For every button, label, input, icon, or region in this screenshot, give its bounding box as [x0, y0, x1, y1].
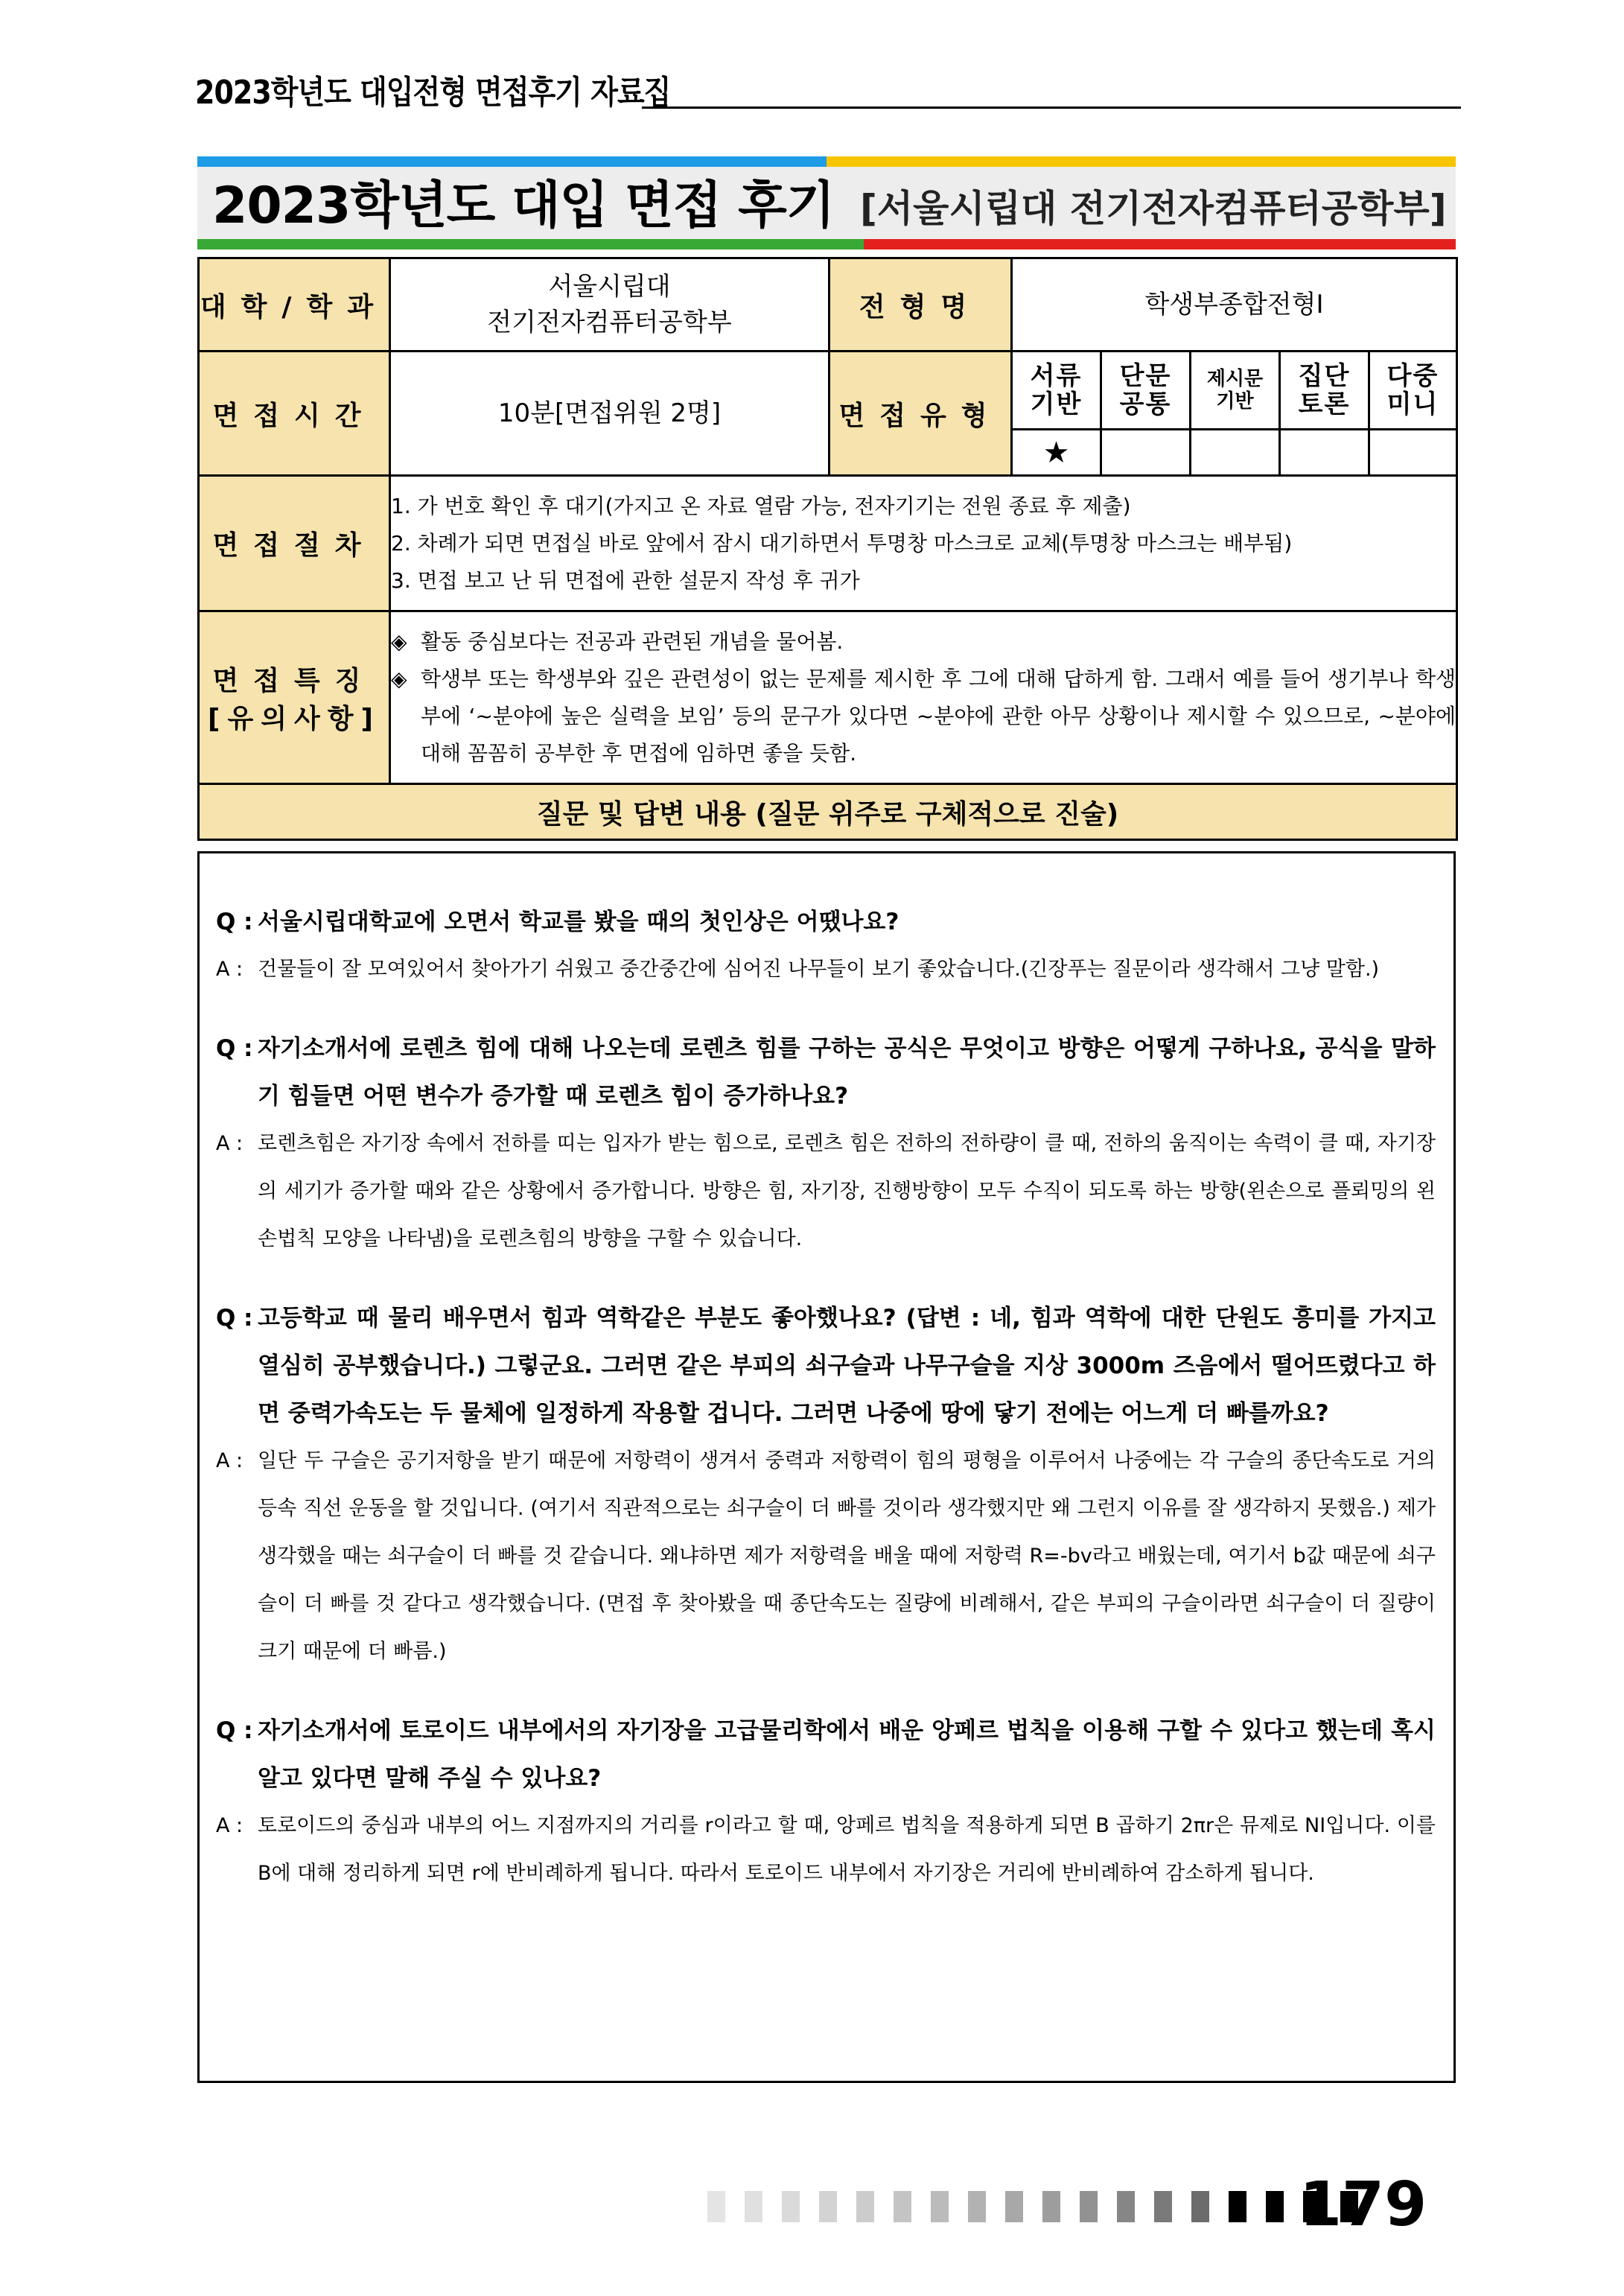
footer-square [968, 2191, 986, 2222]
qa-item [216, 1707, 1436, 1898]
question-prefix: Q : [216, 1717, 253, 1744]
title-bar-blue [197, 156, 827, 167]
feature-item [391, 623, 1456, 661]
type-header-mmi [1369, 352, 1457, 430]
page-subtitle: [서울시립대 전기전자컴퓨터공학부] [860, 187, 1447, 230]
footer-square [1080, 2191, 1098, 2222]
type-header-line: 제시문 [1206, 368, 1264, 390]
page-footer [707, 2160, 1452, 2249]
feature-text: 활동 중심보다는 전공과 관련된 개념을 물어봄. [421, 629, 844, 654]
question [216, 1707, 1436, 1802]
answer-prefix: A : [216, 958, 243, 981]
answer-text: 건물들이 잘 모여있어서 찾아가기 쉬웠고 중간중간에 심어진 나무들이 보기 좋았습니다.(긴장푸는 질문이라 생각해서 그냥 말함.) [258, 958, 1380, 981]
procedure-step: 1. 가 번호 확인 후 대기(가지고 온 자료 열람 가능, 전자기기는 전원 종료 후 제출) [391, 493, 1131, 518]
qa-header: 질문 및 답변 내용 (질문 위주로 구체적으로 진술) [199, 784, 1457, 840]
footer-square [819, 2191, 837, 2222]
type-header-passage [1191, 352, 1280, 430]
footer-square [1042, 2191, 1060, 2222]
footer-square [1266, 2191, 1284, 2222]
type-header-line: 기반 [1030, 389, 1083, 419]
diamond-bullet-icon: ◈ [391, 666, 407, 691]
answer-text: 로렌츠힘은 자기장 속에서 전하를 띠는 입자가 받는 힘으로, 로렌츠 힘은 전하의 전하량이 클 때, 전하의 움직이는 속력이 클 때, 자기장의 세기가 증가할 때와 같은 상황에서 증가합니다. 방향은 힘, 자기장, 진행방향이 모두 수직이 되도록 하는 방향(왼손으로 플뢰밍의 왼손법칙 모양을 나타냄)을 로렌츠힘의 방향을 구할 수 있습니다. [258, 1132, 1436, 1250]
feature-label [199, 611, 390, 784]
question [216, 1294, 1436, 1437]
footer-gradient-squares [707, 2191, 1378, 2222]
type-header-line: 다중 [1386, 361, 1439, 391]
footer-square [1117, 2191, 1135, 2222]
qa-item [216, 898, 1436, 993]
footer-square [1005, 2191, 1023, 2222]
footer-square [1154, 2191, 1172, 2222]
admission-value: 학생부종합전형I [1012, 258, 1457, 352]
qa-item [216, 1025, 1436, 1263]
question [216, 898, 1436, 946]
feature-label-main: 면접특징 [212, 665, 376, 696]
answer [216, 1802, 1436, 1898]
university-label: 대학/학과 [199, 258, 390, 352]
question-text: 서울시립대학교에 오면서 학교를 봤을 때의 첫인상은 어땠나요? [258, 909, 899, 935]
type-header-line: 기반 [1216, 390, 1254, 413]
type-header-line: 서류 [1030, 361, 1083, 391]
title-bar-green [197, 239, 864, 249]
type-header-line: 단문 [1119, 361, 1172, 391]
diamond-bullet-icon: ◈ [391, 629, 407, 654]
type-header-line: 집단 [1298, 361, 1351, 391]
question-prefix: Q : [216, 909, 253, 935]
type-mark-group [1280, 430, 1369, 476]
time-value: 10분[면접위원 2명] [390, 352, 829, 476]
footer-square [931, 2191, 949, 2222]
answer [216, 1120, 1436, 1263]
procedure-step: 2. 차례가 되면 면접실 바로 앞에서 잠시 대기하면서 투명창 마스크로 교체(투명창 마스크는 배부됨) [391, 530, 1293, 556]
footer-square [1191, 2191, 1209, 2222]
qa-section [197, 851, 1456, 2083]
type-header-document [1012, 352, 1101, 430]
qa-list [216, 898, 1436, 1929]
footer-square [856, 2191, 874, 2222]
answer-text: 토로이드의 중심과 내부의 어느 지점까지의 거리를 r이라고 할 때, 앙페르 법칙을 적용하게 되면 B 곱하기 2πr은 뮤제로 NI입니다. 이를 B에 대해 정리하게 되면 r에 반비례하게 됩니다. 따라서 토로이드 내부에서 자기장은 거리에 반비례하여 감소하게 됩니다. [258, 1814, 1436, 1885]
answer [216, 946, 1436, 993]
footer-square [1229, 2191, 1246, 2222]
procedure-label: 면접절차 [199, 476, 390, 611]
answer-prefix: A : [216, 1449, 243, 1472]
type-mark-short [1101, 430, 1191, 476]
type-mark-document: ★ [1012, 430, 1101, 476]
type-label: 면접유형 [829, 352, 1012, 476]
feature-label-sub: [유의사항] [207, 703, 380, 734]
footer-square [894, 2191, 911, 2222]
department-name: 전기전자컴퓨터공학부 [487, 308, 732, 337]
answer-prefix: A : [216, 1132, 243, 1155]
type-header-line: 공통 [1119, 389, 1172, 419]
type-mark-mmi [1369, 430, 1457, 476]
footer-square [707, 2191, 725, 2222]
title-bar-red [864, 239, 1456, 249]
time-label: 면접시간 [199, 352, 390, 476]
question-text: 자기소개서에 토로이드 내부에서의 자기장을 고급물리학에서 배운 앙페르 법칙을 이용해 구할 수 있다고 했는데 혹시 알고 있다면 말해 주실 수 있나요? [258, 1717, 1436, 1792]
footer-square [782, 2191, 800, 2222]
type-header-short [1101, 352, 1191, 430]
question-prefix: Q : [216, 1305, 253, 1332]
question-prefix: Q : [216, 1035, 253, 1062]
procedure-list [390, 476, 1457, 611]
qa-item [216, 1294, 1436, 1676]
answer-text: 일단 두 구슬은 공기저항을 받기 때문에 저항력이 생겨서 중력과 저항력이 힘의 평형을 이루어서 나중에는 각 구슬의 종단속도로 거의 등속 직선 운동을 할 것입니다. (여기서 직관적으로는 쇠구슬이 더 빠를 것이라 생각했지만 왜 그런지 이유를 잘 생각하지 못했음.) 제가 생각했을 때는 쇠구슬이 더 빠를 것 같습니다. 왜냐하면 제가 저항력을 배울 때에 저항력 R=-bv라고 배웠는데, 여기서 b값 때문에 쇠구슬이 더 빠를 것 같다고 생각했습니다. (면접 후 찾아봤을 때 종단속도는 질량에 비례해서, 같은 부피의 구슬이라면 쇠구슬이 더 질량이 크기 때문에 더 빠름.) [258, 1449, 1436, 1663]
procedure-step: 3. 면접 보고 난 뒤 면접에 관한 설문지 작성 후 귀가 [391, 567, 860, 593]
page-number: 179 [1299, 2169, 1427, 2240]
feature-text: 학생부 또는 학생부와 깊은 관련성이 없는 문제를 제시한 후 그에 대해 답하게 함. 그래서 예를 들어 생기부나 학생부에 ‘~분야에 높은 실력을 보임’ 등의 문구가 있다면 ~분야에 관한 아무 상황이나 제시할 수 있으므로, ~분야에 대해 꼼꼼히 공부한 후 면접에 임하면 좋을 듯함. [421, 666, 1456, 766]
type-header-line: 토론 [1298, 389, 1351, 419]
page-title: 2023학년도 대입 면접 후기 [212, 177, 835, 235]
answer [216, 1437, 1436, 1676]
answer-prefix: A : [216, 1814, 243, 1837]
running-header [195, 71, 1461, 113]
type-header-line: 미니 [1386, 389, 1439, 419]
title-band [197, 156, 1456, 249]
title-bar-yellow [827, 156, 1456, 167]
admission-label: 전형명 [829, 258, 1012, 352]
running-header-text: 2023학년도 대입전형 면접후기 자료집 [195, 73, 671, 112]
question [216, 1025, 1436, 1120]
feature-list [390, 611, 1457, 784]
university-name: 서울시립대 [548, 272, 671, 302]
question-text: 자기소개서에 로렌츠 힘에 대해 나오는데 로렌츠 힘를 구하는 공식은 무엇이고 방향은 어떻게 구하나요, 공식을 말하기 힘들면 어떤 변수가 증가할 때 로렌츠 힘이 증가하나요? [258, 1035, 1436, 1110]
feature-item [391, 661, 1456, 772]
type-mark-passage [1191, 430, 1280, 476]
university-value [390, 258, 829, 352]
running-header-rule [642, 106, 1461, 109]
footer-square [745, 2191, 762, 2222]
question-text: 고등학교 때 물리 배우면서 힘과 역학같은 부분도 좋아했나요? (답변 : 네, 힘과 역학에 대한 단원도 흥미를 가지고 열심히 공부했습니다.) 그렇군요. 그러면 같은 부피의 쇠구슬과 나무구슬을 지상 3000m 즈음에서 떨어뜨렸다고 하면 중력가속도는 두 물체에 일정하게 작용할 겁니다. 그러면 나중에 땅에 닿기 전에는 어느게 더 빠를까요? [258, 1305, 1436, 1427]
info-table [197, 257, 1458, 841]
type-header-group [1280, 352, 1369, 430]
